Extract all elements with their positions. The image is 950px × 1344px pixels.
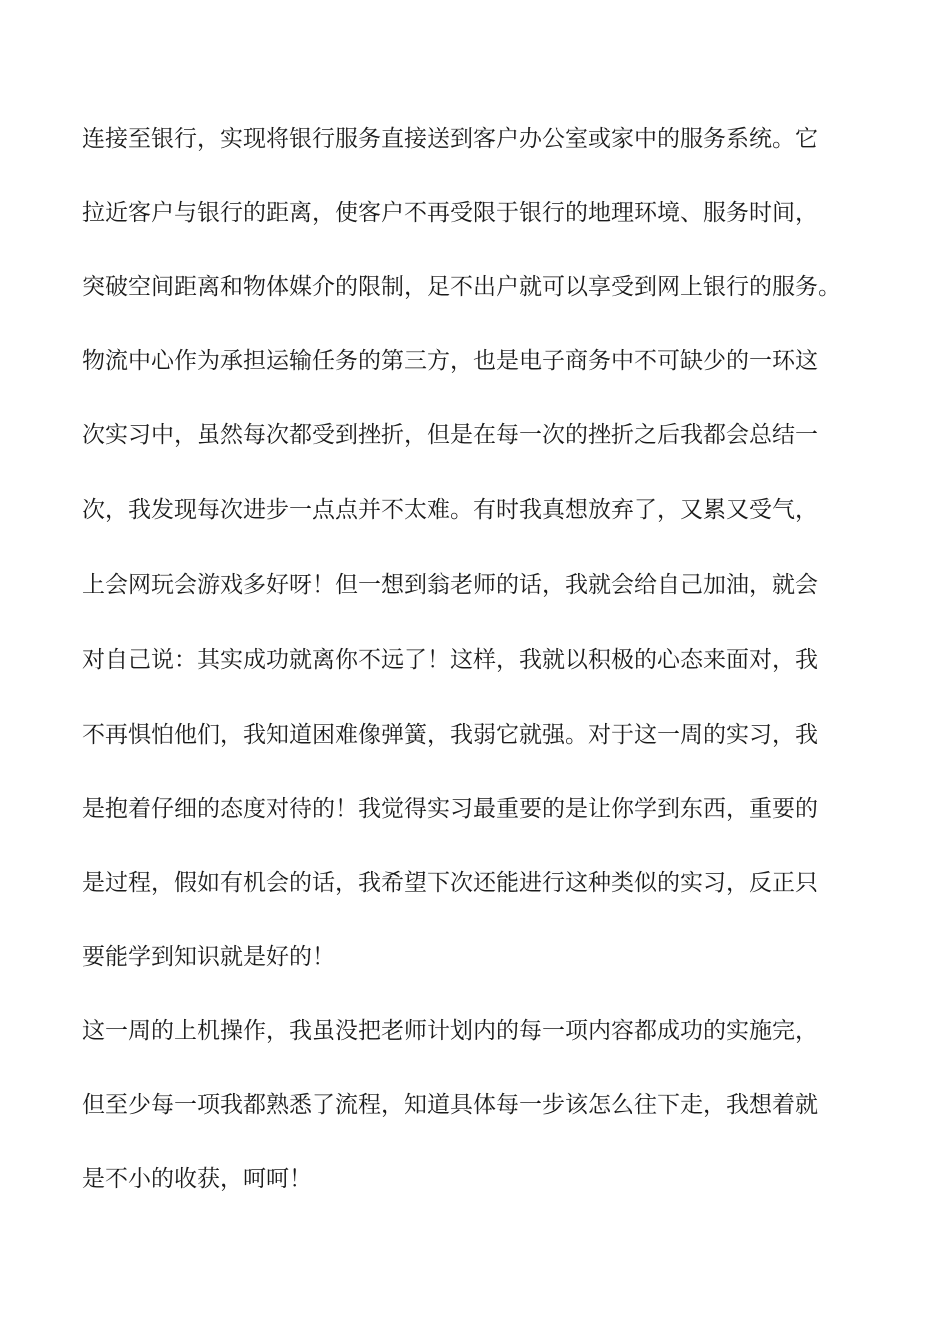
text-line: 对自己说：其实成功就离你不远了！这样，我就以积极的心态来面对，我 <box>82 647 818 673</box>
text-line: 不再惧怕他们，我知道困难像弹簧，我弱它就强。对于这一周的实习，我 <box>82 722 818 748</box>
text-line: 上会网玩会游戏多好呀！但一想到翁老师的话，我就会给自己加油，就会 <box>82 572 818 598</box>
text-line: 次实习中，虽然每次都受到挫折，但是在每一次的挫折之后我都会总结一 <box>82 422 818 448</box>
text-line: 突破空间距离和物体媒介的限制，足不出户就可以享受到网上银行的服务。 <box>82 274 841 300</box>
text-line: 次，我发现每次进步一点点并不太难。有时我真想放弃了，又累又受气， <box>82 497 818 523</box>
text-line: 物流中心作为承担运输任务的第三方，也是电子商务中不可缺少的一环这 <box>82 348 818 374</box>
text-line: 要能学到知识就是好的！ <box>82 944 335 970</box>
text-line: 但至少每一项我都熟悉了流程，知道具体每一步该怎么往下走，我想着就 <box>82 1092 818 1118</box>
text-line: 连接至银行，实现将银行服务直接送到客户办公室或家中的服务系统。它 <box>82 126 818 152</box>
text-line: 是抱着仔细的态度对待的！我觉得实习最重要的是让你学到东西，重要的 <box>82 796 818 822</box>
text-line: 是过程，假如有机会的话，我希望下次还能进行这种类似的实习，反正只 <box>82 870 818 896</box>
text-line: 这一周的上机操作，我虽没把老师计划内的每一项内容都成功的实施完， <box>82 1018 818 1044</box>
text-line: 拉近客户与银行的距离，使客户不再受限于银行的地理环境、服务时间， <box>82 200 818 226</box>
text-line: 是不小的收获，呵呵！ <box>82 1166 312 1192</box>
